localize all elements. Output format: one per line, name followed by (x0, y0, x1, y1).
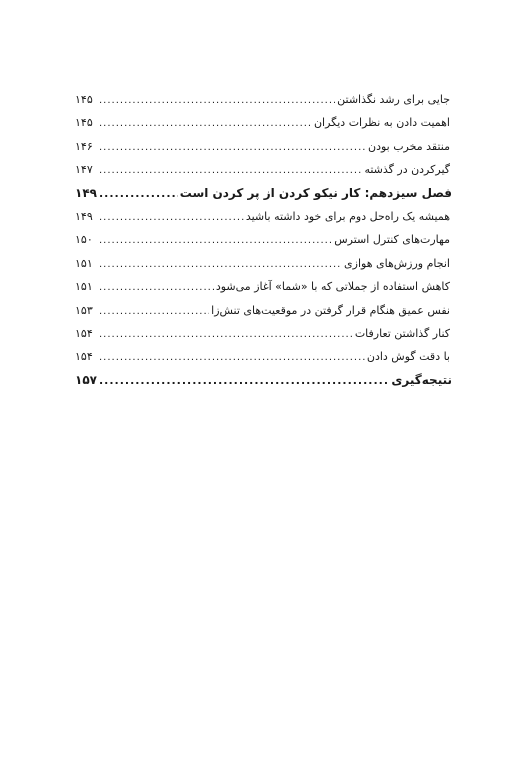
toc-entry-page: ۱۵۴ (75, 326, 93, 340)
toc-chapter-page: ۱۴۹ (75, 185, 97, 200)
toc-entry (75, 322, 452, 345)
toc-entry-title: کاهش استفاده از جملاتی که با «شما» آغاز می‌شود (215, 280, 450, 294)
toc-entry (75, 88, 452, 111)
toc-entry-title: همیشه یک راه‌حل دوم برای خود داشته باشید (245, 209, 450, 223)
toc-chapter-title: فصل سیزدهم: کار نیکو کردن از پر کردن است (179, 185, 452, 200)
toc-entry (75, 205, 452, 228)
toc-entry-page: ۱۵۱ (75, 256, 93, 270)
toc-entry-page: ۱۵۳ (75, 303, 93, 317)
toc-entry-title: گیرکردن در گذشته (364, 163, 450, 177)
dot-leader (99, 136, 366, 159)
toc-entry (75, 228, 452, 251)
toc-entry-page: ۱۵۴ (75, 350, 93, 364)
toc-entry (75, 111, 452, 134)
toc-chapter-heading (75, 369, 452, 392)
toc-entry (75, 345, 452, 368)
toc-entry-page: ۱۵۰ (75, 233, 93, 247)
dot-leader (99, 112, 312, 135)
toc-chapter-heading (75, 182, 452, 205)
dot-leader (99, 369, 389, 392)
toc-entry-title: انجام ورزش‌های هوازی (344, 256, 450, 270)
toc-entry-title: مهارت‌های کنترل استرس (334, 233, 450, 247)
toc-entry (75, 135, 452, 158)
toc-chapter-page: ۱۵۷ (75, 372, 97, 387)
table-of-contents (75, 88, 452, 392)
toc-entry-page: ۱۴۹ (75, 209, 93, 223)
dot-leader (99, 159, 362, 182)
toc-entry-title: منتقد مخرب بودن (367, 139, 450, 153)
dot-leader (99, 346, 365, 369)
toc-entry-page: ۱۴۶ (75, 139, 93, 153)
dot-leader (99, 276, 214, 299)
toc-entry-page: ۱۴۵ (75, 116, 93, 130)
dot-leader (99, 206, 244, 229)
toc-entry-title: اهمیت دادن به نظرات دیگران (313, 116, 450, 130)
dot-leader (99, 323, 353, 346)
toc-entry-title: کنار گذاشتن تعارفات (354, 326, 450, 340)
dot-leader (99, 300, 209, 323)
toc-entry (75, 252, 452, 275)
toc-entry (75, 158, 452, 181)
toc-entry-title: با دقت گوش دادن (366, 350, 450, 364)
toc-entry-page: ۱۴۷ (75, 163, 93, 177)
toc-entry-title: نفس عمیق هنگام قرار گرفتن در موقعیت‌های تنش‌زا (211, 303, 450, 317)
toc-entry (75, 299, 452, 322)
toc-entry-page: ۱۴۵ (75, 93, 93, 106)
dot-leader (99, 89, 335, 112)
toc-entry-page: ۱۵۱ (75, 280, 93, 294)
toc-entry-title: جایی برای رشد نگذاشتن (337, 93, 450, 106)
dot-leader (99, 182, 178, 205)
toc-chapter-title: نتیجه‌گیری (391, 372, 452, 387)
dot-leader (99, 229, 332, 252)
dot-leader (99, 253, 342, 276)
toc-entry (75, 275, 452, 298)
